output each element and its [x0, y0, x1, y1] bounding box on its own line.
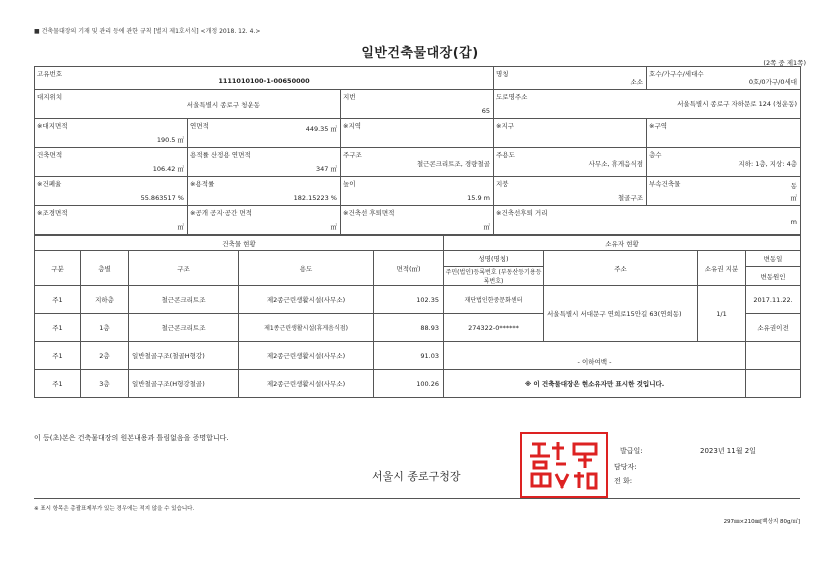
- below-blank: - 이하여백 -: [444, 342, 746, 370]
- footer-note: ※ 표시 항목은 총괄표제부가 있는 경우에는 적지 않을 수 있습니다.: [34, 506, 195, 512]
- name-cell: 명칭 소소: [494, 67, 647, 90]
- paper-spec: 297㎜×210㎜[백상지 80g/㎡]: [723, 519, 800, 525]
- building-info-grid: 고유번호 1111010100-1-00650000 명칭 소소 호수/가구수/세대수 0호/0가구/0세대 대지위치 서울특별시 종로구 청운동 지번 65 도로명주소 서울특별시 종로구 자하문로 124 (청운동) ※대지면적 190.5 ㎡ 연면적 449.35 ㎡ ※지역 ※지구 ※구역 건축면적 106.42 ㎡ 용적률 산정용 연면적 347 ㎡ 주구조 철근콘크리트조, 경량철골 주용도 사무소, 휴게음식점 층수 지하: 1층, 지상: 4층 ※건폐율 55.863517 % ※용적률 182.15223 % 높이 15.9 m 지붕 철골구조 부속건축물 동 ㎡ ※조경면적 ㎡ ※공개 공지·공간 면적 ㎡ ※건축선 후퇴면적 ㎡ ※건축선후퇴 거리 m: [34, 66, 801, 235]
- issue-date-label: 발급일:: [620, 447, 643, 455]
- page-count: (2쪽 중 제1쪽): [763, 59, 806, 67]
- owner-address: 서울특별시 서대문구 연희로15안길 63(연희동): [544, 286, 698, 342]
- issuer-name: 서울시 종로구청장: [372, 470, 461, 483]
- seal-icon: [522, 434, 606, 496]
- phone-label: 전 화:: [614, 477, 633, 485]
- owner-status-title: 소유자 현황: [444, 236, 801, 251]
- owner-name: 재단법인한중문화센터: [444, 286, 544, 314]
- issue-date: 2023년 11월 2일: [700, 447, 756, 455]
- change-date: 2017.11.22.: [746, 286, 801, 314]
- table-row: 주1 3층 일반철골구조(H형강철골) 제2종근린생활시설(사무소) 100.26 ※ 이 건축물대장은 현소유자만 표시한 것입니다.: [35, 370, 801, 398]
- road-address-cell: 도로명주소 서울특별시 종로구 자하문로 124 (청운동): [494, 90, 801, 119]
- official-seal: [520, 432, 608, 498]
- owner-share: 1/1: [698, 286, 746, 342]
- officer-label: 담당자:: [614, 463, 637, 471]
- document-title: 일반건축물대장(갑): [361, 46, 479, 61]
- table-row: 주1 1층 철근콘크리트조 제1종근린생활시설(휴게음식점) 88.93 274322-0****** 소유권이전: [35, 314, 801, 342]
- owner-id: 274322-0******: [444, 314, 544, 342]
- table-row: 주1 지하층 철근콘크리트조 제2종근린생활시설(사무소) 102.35 재단법인한중문화센터 서울특별시 서대문구 연희로15안길 63(연희동) 1/1 2017.11.22.: [35, 286, 801, 314]
- table-row: 주1 2층 일반철골구조(철골H형강) 제2종근린생활시설(사무소) 91.03 - 이하여백 -: [35, 342, 801, 370]
- change-cause: 소유권이전: [746, 314, 801, 342]
- status-table: 건축물 현황 소유자 현황 구분 층별 구조 용도 면적(㎡) 성명(명칭) 주소 소유권 지분 변동일 주민(법인)등록번호 (부동산등기용등록번호) 변동원인 주1 지하층 철근콘크리트조 제2종근린생활시설(사무소) 102.35 재단법인한중문화센터 서울특별시 서대문구 연희로15안길 63(연희동) 1/1 2017.11.22. 주1 1층 철근콘크리트조 제1종근린생활시설(휴게음식점) 88.93 274322-0****** 소유권이전 주1 2층 일반철골구조(철골H형강) 제2종근린생활시설(사무소) 91.03 - 이하여백 - 주1 3층 일반철골구조(H형강철골) 제2종근린생활시설(사무소) 100.26 ※ 이 건축물대장은 현소유자만 표시한 것입니다.: [34, 235, 801, 398]
- certification-text: 이 등(초)본은 건축물대장의 원본내용과 틀림없음을 증명합니다.: [34, 434, 229, 442]
- ledger-sheet: [34, 66, 800, 398]
- owner-notice: ※ 이 건축물대장은 현소유자만 표시한 것입니다.: [444, 370, 746, 398]
- unique-no-cell: 고유번호 1111010100-1-00650000: [35, 67, 494, 90]
- regulation-text: ■ 건축물대장의 기재 및 관리 등에 관한 규칙 [별지 제1호서식] <개정 2018. 12. 4.>: [34, 28, 261, 35]
- lot-cell: 지번 65: [341, 90, 494, 119]
- units-cell: 호수/가구수/세대수 0호/0가구/0세대: [647, 67, 801, 90]
- site-cell: 대지위치 서울특별시 종로구 청운동: [35, 90, 341, 119]
- footer-divider: [34, 498, 800, 499]
- unique-no: 1111010100-1-00650000: [218, 77, 310, 85]
- building-status-title: 건축물 현황: [35, 236, 444, 251]
